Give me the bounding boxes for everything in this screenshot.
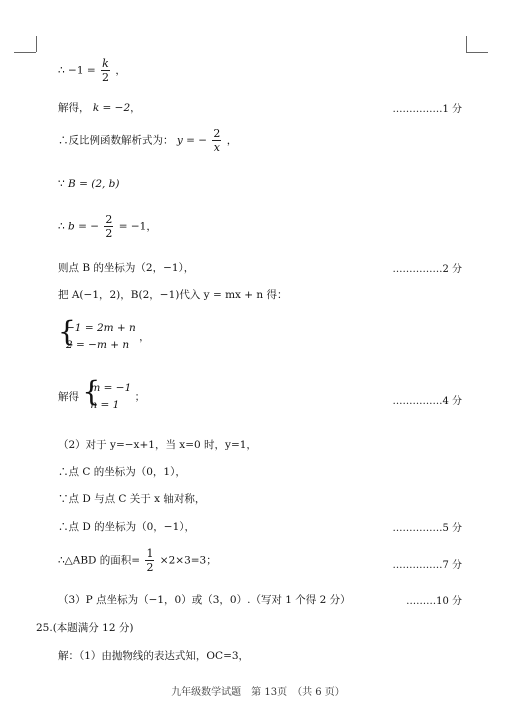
equation-system-brace (58, 315, 136, 354)
score-marker-4: ……………4 分 (392, 396, 462, 407)
point-b-coordinates: 则点 B 的坐标为（2，−1）， (58, 262, 195, 274)
solution-row-1: m = −1 (90, 382, 132, 394)
part-3-text: （3）P 点坐标为（−1，0）或（3，0）.（写对 1 个得 2 分） (58, 594, 351, 606)
crop-mark-top-left-horizontal (14, 52, 36, 53)
b-equals: b = − (68, 220, 100, 233)
fraction-numerator: 1 (146, 547, 154, 560)
line-end: ； (134, 391, 146, 403)
equation-system (58, 315, 150, 354)
part-3-line (58, 592, 462, 607)
crop-mark-top-right-horizontal (466, 52, 488, 53)
fraction-denominator: 2 (105, 227, 113, 240)
line-end: ， (226, 134, 238, 147)
fraction-denominator: 2 (146, 561, 154, 574)
question-25-header (36, 620, 133, 635)
point-c-line (58, 464, 186, 479)
equation-k-over-2 (58, 58, 126, 83)
fraction-denominator: 2 (101, 71, 109, 84)
solve-k-line (58, 100, 462, 115)
score-marker-10: ………10 分 (406, 596, 462, 607)
fraction-1-over-2 (145, 548, 154, 573)
point-b-coordinates-line (58, 260, 462, 275)
substitute-line (58, 287, 288, 302)
equation-suffix: = −1， (118, 220, 157, 233)
page-footer: 九年级数学试题 第 13页 （共 6 页） (171, 687, 345, 698)
because-symbol: ∵ (58, 178, 65, 190)
inverse-function-label: ∴反比例函数解析式为： (58, 134, 174, 147)
part-2-text: （2）对于 y=−x+1，当 x=0 时，y=1， (58, 439, 257, 451)
solve-label: 解得 (58, 391, 79, 403)
equation-suffix: ， (115, 64, 126, 77)
point-b-expression: B = (2, b) (68, 178, 120, 190)
point-c-text: ∴点 C 的坐标为（0，1）， (58, 466, 186, 478)
fraction-2-over-x (212, 128, 221, 153)
point-b-definition (58, 178, 120, 190)
score-marker-5: ……………5 分 (392, 523, 462, 534)
question-25-solution-text: 解：（1）由抛物线的表达式知，OC=3， (58, 650, 250, 662)
area-suffix: ×2×3=3； (159, 554, 217, 567)
fraction-denominator: x (213, 141, 220, 154)
question-25-solution (58, 648, 249, 663)
score-marker-2: ……………2 分 (392, 264, 462, 275)
fraction-numerator: 2 (105, 213, 113, 226)
inverse-function-line (58, 128, 237, 153)
y-equals: y = − (176, 134, 208, 147)
equation-row-1: −1 = 2m + n (66, 322, 136, 334)
fraction-numerator: 2 (213, 127, 221, 140)
symmetry-line (58, 491, 205, 506)
left-brace-icon: { (82, 375, 101, 408)
symmetry-text: ∵点 D 与点 C 关于 x 轴对称， (58, 493, 206, 505)
area-prefix: ∴△ABD 的面积= (58, 554, 141, 567)
solve-label: 解得， (58, 102, 90, 114)
equation-prefix: ∴ −1 = (58, 64, 96, 77)
line-end: ， (139, 331, 150, 343)
fraction-k-over-2 (101, 58, 110, 83)
equation-row-2: 2 = −m + n (66, 339, 130, 351)
solution-row-2: n = 1 (90, 399, 120, 411)
point-d-line (58, 519, 462, 534)
solution-brace (82, 375, 132, 414)
point-d-text: ∴点 D 的坐标为（0，−1）， (58, 521, 196, 533)
question-25-title: 25.(本题满分 12 分) (36, 622, 134, 634)
fraction-numerator: k (102, 57, 109, 70)
left-brace-icon: { (58, 315, 76, 348)
solution-system (58, 375, 462, 414)
score-marker-7: ……………7 分 (392, 560, 462, 571)
crop-mark-top-right-vertical (466, 36, 467, 52)
line-end: ， (130, 102, 141, 114)
k-value: k = −2 (92, 102, 131, 114)
substitute-text: 把 A(−1，2)，B(2，−1)代入 y = mx + n 得： (58, 289, 288, 301)
b-value-line (58, 214, 157, 239)
area-line (58, 548, 462, 573)
therefore-symbol: ∴ (58, 220, 65, 233)
part-2-intro (58, 437, 257, 452)
fraction-2-over-2 (104, 214, 113, 239)
score-marker-1: ……………1 分 (392, 104, 462, 115)
crop-mark-top-left-vertical (36, 36, 37, 52)
